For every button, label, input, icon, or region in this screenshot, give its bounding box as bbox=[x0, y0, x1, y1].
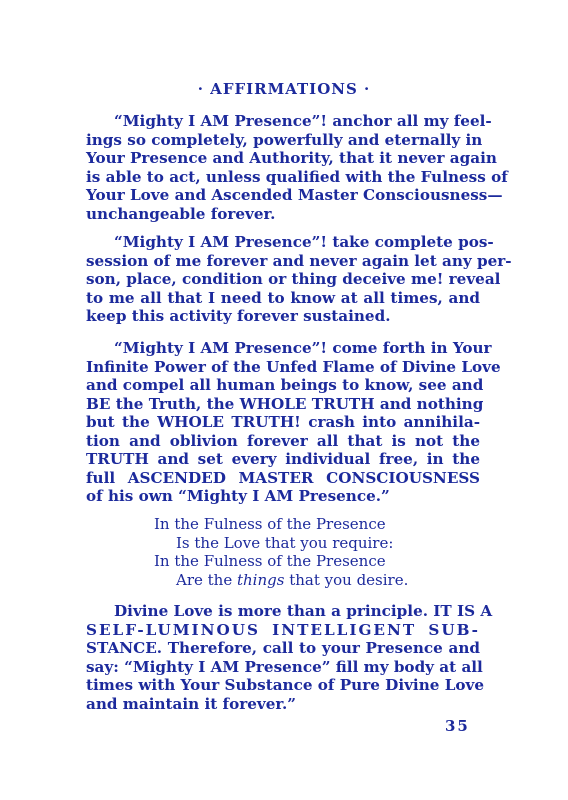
paragraph-2 bbox=[86, 233, 512, 326]
paragraph-line: “Mighty I AM Presence”! anchor all my feel- bbox=[114, 112, 492, 130]
poem-line-end: that you desire. bbox=[284, 570, 409, 589]
paragraph-line: and maintain it forever.” bbox=[86, 694, 296, 713]
paragraph-line: STANCE. Therefore, call to your Presence and bbox=[86, 639, 480, 657]
paragraph-line: times with Your Substance of Pure Divine Love bbox=[86, 676, 484, 694]
paragraph-line: TRUTH and set every individual free, in the bbox=[86, 450, 480, 468]
paragraph-line: SELF-LUMINOUS INTELLIGENT SUB- bbox=[86, 620, 480, 639]
paragraph-line: Your Presence and Authority, that it never again bbox=[86, 149, 497, 167]
paragraph-line: unchangeable forever. bbox=[86, 204, 276, 223]
poem-emphasis: things bbox=[236, 570, 285, 589]
paragraph-line: session of me forever and never again let any per- bbox=[86, 251, 512, 270]
paragraph-line: “Mighty I AM Presence”! come forth in Your bbox=[114, 339, 492, 357]
paragraph-line: and compel all human beings to know, see and bbox=[86, 376, 484, 394]
poem-stanza bbox=[154, 515, 408, 589]
paragraph-line: keep this activity forever sustained. bbox=[86, 307, 391, 325]
paragraph-line: Infinite Power of the Unfed Flame of Divine Love bbox=[86, 357, 501, 376]
paragraph-1 bbox=[86, 112, 508, 223]
paragraph-line: ings so completely, powerfully and eternally in bbox=[86, 130, 483, 149]
paragraph-3 bbox=[86, 339, 501, 506]
paragraph-line: son, place, condition or thing deceive me! reveal bbox=[86, 270, 501, 288]
poem-line-start: Are the bbox=[176, 570, 237, 589]
poem-line: In the Fulness of the Presence bbox=[154, 515, 386, 533]
poem-line bbox=[154, 571, 408, 590]
paragraph-line: full ASCENDED MASTER CONSCIOUSNESS bbox=[86, 468, 480, 487]
poem-line: Is the Love that you require: bbox=[176, 533, 394, 552]
paragraph-line: to me all that I need to know at all times, and bbox=[86, 288, 480, 307]
paragraph-line: say: “Mighty I AM Presence” fill my body at all bbox=[86, 657, 483, 676]
page-title: · AFFIRMATIONS · bbox=[197, 80, 371, 98]
poem-line: In the Fulness of the Presence bbox=[154, 552, 386, 570]
paragraph-4 bbox=[86, 602, 493, 713]
page-number: 35 bbox=[445, 717, 470, 735]
paragraph-line: tion and oblivion forever all that is not the bbox=[86, 431, 480, 450]
paragraph-line: “Mighty I AM Presence”! take complete pos- bbox=[114, 233, 494, 251]
paragraph-line: BE the Truth, the WHOLE TRUTH and nothing bbox=[86, 394, 484, 413]
paragraph-line: Divine Love is more than a principle. IT IS A bbox=[114, 602, 493, 620]
paragraph-line: is able to act, unless qualified with the Fulness of bbox=[86, 167, 508, 186]
paragraph-line: Your Love and Ascended Master Consciousness— bbox=[86, 186, 503, 204]
paragraph-line: of his own “Mighty I AM Presence.” bbox=[86, 487, 390, 505]
paragraph-line: but the WHOLE TRUTH! crash into annihila- bbox=[86, 413, 480, 431]
